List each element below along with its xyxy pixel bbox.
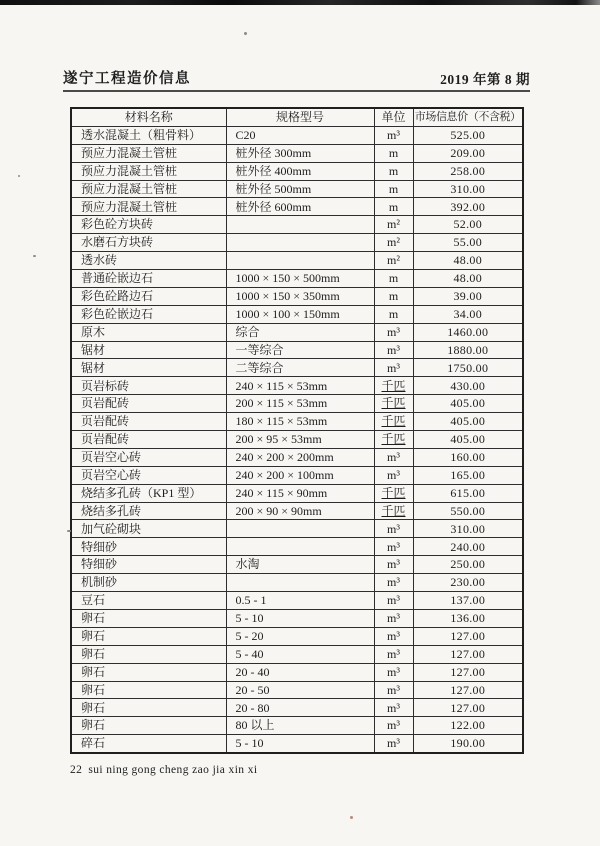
unit-cell: m³	[374, 448, 413, 466]
price-cell: 405.00	[413, 395, 523, 413]
unit-cell: m³	[374, 520, 413, 538]
table-row	[71, 520, 523, 538]
table-row	[71, 592, 523, 610]
material-name-cell: 加气砼砌块	[71, 520, 226, 538]
table-row	[71, 377, 523, 395]
table-row	[71, 717, 523, 735]
table-row	[71, 395, 523, 413]
material-name-cell: 页岩配砖	[71, 395, 226, 413]
unit-cell: m³	[374, 735, 413, 753]
price-cell: 127.00	[413, 627, 523, 645]
unit-cell: 千匹	[374, 377, 413, 395]
unit-cell: m	[374, 144, 413, 162]
table-row	[71, 484, 523, 502]
unit-cell: m²	[374, 234, 413, 252]
spec-cell: 240 × 115 × 90mm	[226, 484, 374, 502]
price-cell: 405.00	[413, 431, 523, 449]
spec-cell: 5 - 20	[226, 627, 374, 645]
spec-cell: 桩外径 400mm	[226, 162, 374, 180]
unit-cell: m	[374, 305, 413, 323]
table-row	[71, 466, 523, 484]
price-cell: 230.00	[413, 574, 523, 592]
unit-cell: m³	[374, 717, 413, 735]
spec-cell: 5 - 40	[226, 645, 374, 663]
spec-cell	[226, 252, 374, 270]
spec-cell: 1000 × 100 × 150mm	[226, 305, 374, 323]
spec-cell: 20 - 80	[226, 699, 374, 717]
table-row	[71, 305, 523, 323]
spec-cell: 200 × 90 × 90mm	[226, 502, 374, 520]
spec-cell: 240 × 200 × 100mm	[226, 466, 374, 484]
spec-cell: 桩外径 500mm	[226, 180, 374, 198]
table-row	[71, 681, 523, 699]
column-header-unit: 单位	[374, 108, 413, 126]
price-cell: 127.00	[413, 663, 523, 681]
spec-cell	[226, 538, 374, 556]
price-cell: 392.00	[413, 198, 523, 216]
table-row	[71, 574, 523, 592]
material-name-cell: 预应力混凝土管桩	[71, 162, 226, 180]
table-row	[71, 413, 523, 431]
material-name-cell: 彩色砼方块砖	[71, 216, 226, 234]
unit-cell: m³	[374, 627, 413, 645]
price-cell: 52.00	[413, 216, 523, 234]
table-row	[71, 323, 523, 341]
unit-cell: m³	[374, 699, 413, 717]
unit-cell: m³	[374, 538, 413, 556]
scan-speck	[244, 32, 247, 35]
footer-pinyin: sui ning gong cheng zao jia xin xi	[88, 764, 258, 776]
unit-cell: m	[374, 287, 413, 305]
price-cell: 1460.00	[413, 323, 523, 341]
header-divider	[63, 90, 530, 92]
spec-cell: 水淘	[226, 556, 374, 574]
table-row	[71, 735, 523, 753]
material-name-cell: 原木	[71, 323, 226, 341]
spec-cell: 一等综合	[226, 341, 374, 359]
price-cell: 209.00	[413, 144, 523, 162]
material-name-cell: 预应力混凝土管桩	[71, 180, 226, 198]
scan-speck	[67, 530, 71, 532]
table-row	[71, 431, 523, 449]
material-name-cell: 预应力混凝土管桩	[71, 198, 226, 216]
table-row	[71, 180, 523, 198]
unit-cell: m	[374, 180, 413, 198]
material-name-cell: 彩色砼路边石	[71, 287, 226, 305]
material-name-cell: 彩色砼嵌边石	[71, 305, 226, 323]
spec-cell: 5 - 10	[226, 735, 374, 753]
spec-cell: 20 - 50	[226, 681, 374, 699]
spec-cell	[226, 574, 374, 592]
unit-cell: 千匹	[374, 484, 413, 502]
table-row	[71, 645, 523, 663]
spec-cell: 200 × 115 × 53mm	[226, 395, 374, 413]
material-name-cell: 页岩空心砖	[71, 448, 226, 466]
price-cell: 615.00	[413, 484, 523, 502]
price-cell: 127.00	[413, 681, 523, 699]
table-row	[71, 234, 523, 252]
unit-cell: m³	[374, 663, 413, 681]
price-cell: 405.00	[413, 413, 523, 431]
table-row	[71, 359, 523, 377]
table-header	[71, 108, 523, 126]
spec-cell: 240 × 200 × 200mm	[226, 448, 374, 466]
scan-speck	[350, 816, 353, 819]
price-cell: 39.00	[413, 287, 523, 305]
table-row	[71, 699, 523, 717]
price-cell: 48.00	[413, 252, 523, 270]
table-row	[71, 252, 523, 270]
material-name-cell: 碎石	[71, 735, 226, 753]
price-cell: 258.00	[413, 162, 523, 180]
table-row	[71, 663, 523, 681]
page-footer	[70, 764, 257, 776]
material-name-cell: 特细砂	[71, 538, 226, 556]
unit-cell: m²	[374, 252, 413, 270]
material-name-cell: 水磨石方块砖	[71, 234, 226, 252]
spec-cell: 二等综合	[226, 359, 374, 377]
unit-cell: m²	[374, 216, 413, 234]
spec-cell: C20	[226, 126, 374, 144]
spec-cell: 1000 × 150 × 500mm	[226, 270, 374, 288]
table-row	[71, 144, 523, 162]
material-name-cell: 页岩配砖	[71, 413, 226, 431]
spec-cell: 1000 × 150 × 350mm	[226, 287, 374, 305]
table-row	[71, 627, 523, 645]
scan-artifact-top-edge	[0, 0, 600, 5]
material-name-cell: 卵石	[71, 699, 226, 717]
unit-cell: m³	[374, 681, 413, 699]
material-name-cell: 卵石	[71, 717, 226, 735]
unit-cell: m³	[374, 556, 413, 574]
table-row	[71, 448, 523, 466]
price-cell: 137.00	[413, 592, 523, 610]
material-name-cell: 卵石	[71, 663, 226, 681]
unit-cell: 千匹	[374, 431, 413, 449]
material-name-cell: 锯材	[71, 341, 226, 359]
spec-cell: 20 - 40	[226, 663, 374, 681]
unit-cell: m	[374, 162, 413, 180]
unit-cell: m³	[374, 323, 413, 341]
table-body	[71, 126, 523, 753]
unit-cell: m	[374, 270, 413, 288]
material-name-cell: 烧结多孔砖	[71, 502, 226, 520]
price-cell: 310.00	[413, 180, 523, 198]
material-name-cell: 预应力混凝土管桩	[71, 144, 226, 162]
price-cell: 310.00	[413, 520, 523, 538]
material-name-cell: 页岩空心砖	[71, 466, 226, 484]
price-cell: 1880.00	[413, 341, 523, 359]
material-name-cell: 卵石	[71, 627, 226, 645]
price-cell: 250.00	[413, 556, 523, 574]
price-cell: 550.00	[413, 502, 523, 520]
page-number: 22	[70, 764, 83, 776]
material-name-cell: 透水砖	[71, 252, 226, 270]
unit-cell: 千匹	[374, 395, 413, 413]
price-cell: 34.00	[413, 305, 523, 323]
table-row	[71, 216, 523, 234]
price-cell: 55.00	[413, 234, 523, 252]
material-name-cell: 卵石	[71, 645, 226, 663]
price-cell: 165.00	[413, 466, 523, 484]
column-header-market-price: 市场信息价（不含税）	[413, 108, 523, 126]
price-cell: 240.00	[413, 538, 523, 556]
unit-cell: m³	[374, 466, 413, 484]
unit-cell: 千匹	[374, 502, 413, 520]
material-name-cell: 透水混凝土（粗骨料）	[71, 126, 226, 144]
table-row	[71, 556, 523, 574]
material-name-cell: 特细砂	[71, 556, 226, 574]
spec-cell: 200 × 95 × 53mm	[226, 431, 374, 449]
unit-cell: m	[374, 198, 413, 216]
spec-cell: 80 以上	[226, 717, 374, 735]
spec-cell: 180 × 115 × 53mm	[226, 413, 374, 431]
spec-cell	[226, 234, 374, 252]
price-cell: 127.00	[413, 645, 523, 663]
price-cell: 525.00	[413, 126, 523, 144]
unit-cell: m³	[374, 126, 413, 144]
material-name-cell: 机制砂	[71, 574, 226, 592]
spec-cell: 5 - 10	[226, 609, 374, 627]
unit-cell: m³	[374, 359, 413, 377]
spec-cell	[226, 520, 374, 538]
unit-cell: m³	[374, 574, 413, 592]
document-title: 遂宁工程造价信息	[63, 71, 191, 87]
price-cell: 136.00	[413, 609, 523, 627]
table-row	[71, 341, 523, 359]
spec-cell: 桩外径 300mm	[226, 144, 374, 162]
column-header-spec-model: 规格型号	[226, 108, 374, 126]
table-row	[71, 270, 523, 288]
table-row	[71, 198, 523, 216]
material-name-cell: 页岩配砖	[71, 431, 226, 449]
price-cell: 430.00	[413, 377, 523, 395]
spec-cell: 桩外径 600mm	[226, 198, 374, 216]
material-name-cell: 锯材	[71, 359, 226, 377]
column-header-material-name: 材料名称	[71, 108, 226, 126]
price-cell: 1750.00	[413, 359, 523, 377]
material-name-cell: 卵石	[71, 609, 226, 627]
material-name-cell: 普通砼嵌边石	[71, 270, 226, 288]
unit-cell: m³	[374, 592, 413, 610]
spec-cell	[226, 216, 374, 234]
table-row	[71, 287, 523, 305]
material-name-cell: 页岩标砖	[71, 377, 226, 395]
unit-cell: m³	[374, 645, 413, 663]
scan-speck	[33, 255, 36, 257]
issue-label: 2019 年第 8 期	[440, 72, 530, 87]
table-row	[71, 538, 523, 556]
spec-cell: 综合	[226, 323, 374, 341]
scan-speck	[18, 175, 20, 177]
table-header-row	[71, 108, 523, 126]
table-row	[71, 502, 523, 520]
price-cell: 160.00	[413, 448, 523, 466]
price-cell: 127.00	[413, 699, 523, 717]
material-price-table	[70, 107, 524, 754]
price-cell: 48.00	[413, 270, 523, 288]
spec-cell: 240 × 115 × 53mm	[226, 377, 374, 395]
spec-cell: 0.5 - 1	[226, 592, 374, 610]
material-name-cell: 豆石	[71, 592, 226, 610]
table-row	[71, 126, 523, 144]
price-cell: 190.00	[413, 735, 523, 753]
material-name-cell: 烧结多孔砖（KP1 型）	[71, 484, 226, 502]
table-row	[71, 609, 523, 627]
unit-cell: m³	[374, 341, 413, 359]
unit-cell: 千匹	[374, 413, 413, 431]
material-name-cell: 卵石	[71, 681, 226, 699]
unit-cell: m³	[374, 609, 413, 627]
table-row	[71, 162, 523, 180]
price-cell: 122.00	[413, 717, 523, 735]
